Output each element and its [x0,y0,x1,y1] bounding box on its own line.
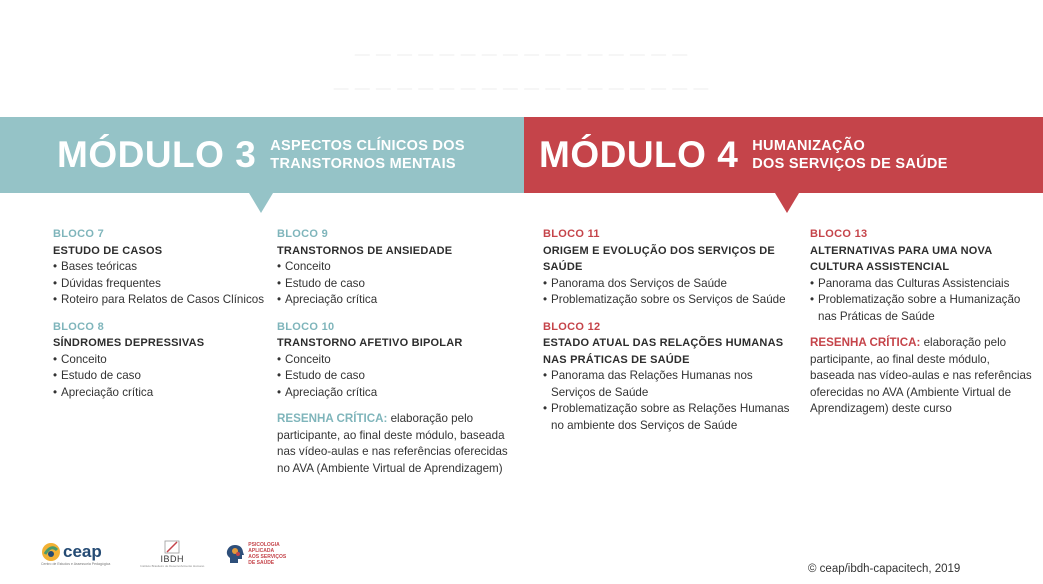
block-13 [810,226,1035,325]
head-profile-icon [224,543,246,565]
psicologia-line: PSICOLOGIA [248,542,280,548]
block-title: ESTADO ATUAL DAS RELAÇÕES HUMANAS NAS PRÁTICAS DE SAÚDE [543,337,784,366]
block-label: BLOCO 12 [543,320,601,333]
column-module-3-right [277,226,517,477]
ceap-logo [41,542,110,566]
psicologia-line: AOS SERVIÇOS [248,554,287,560]
list-item: • Problematização sobre a Humanização nas Práticas de Saúde [810,292,1035,325]
block-topics [277,352,517,402]
review-text: elaboração pelo participante, ao final deste módulo, baseada nas vídeo-aulas e nas referências oferecidas no AVA (Ambiente Virtual de Aprendizagem) deste curso [810,336,1032,415]
ibdh-mark-icon [164,540,180,554]
module-4-banner [524,117,1043,193]
block-label: BLOCO 10 [277,320,335,333]
list-item: • Conceito [277,352,517,369]
block-9 [277,226,517,309]
block-11 [543,226,793,309]
block-label: BLOCO 11 [543,228,600,240]
ceap-tagline: Centro de Estudos e Assessoria Pedagógica [41,562,111,566]
block-title: SÍNDROMES DEPRESSIVAS [53,337,205,349]
block-10 [277,319,517,402]
module-4-title-line1: HUMANIZAÇÃO [752,138,866,154]
block-topics [543,276,793,309]
column-module-4-right [810,226,1035,418]
module-4-pointer [775,193,799,213]
column-module-3-left [53,226,268,411]
column-module-4-left [543,226,793,444]
review-text: elaboração pelo participante, ao final deste módulo, baseada nas vídeo-aulas e nas referências oferecidas no AVA (Ambiente Virtual de Aprendizagem) [277,412,508,475]
block-topics [543,368,793,434]
block-label: BLOCO 8 [53,320,104,333]
list-item: • Roteiro para Relatos de Casos Clínicos [53,292,268,309]
list-item: • Problematização sobre as Relações Humanas no ambiente dos Serviços de Saúde [543,401,793,434]
copyright-notice: © ceap/ibdh-capacitech, 2019 [808,563,961,575]
partner-logos [41,540,286,568]
psicologia-line: DE SAÚDE [248,560,275,566]
block-title: TRANSTORNO AFETIVO BIPOLAR [277,337,463,349]
list-item: • Apreciação crítica [53,385,268,402]
block-label: BLOCO 13 [810,228,868,240]
list-item: • Dúvidas frequentes [53,276,268,293]
module-3-number: MÓDULO 3 [57,134,257,175]
list-item: • Problematização sobre os Serviços de Saúde [543,292,793,309]
psicologia-logo [224,542,286,566]
list-item: • Panorama das Relações Humanas nos Serviços de Saúde [543,368,793,401]
list-item: • Panorama das Culturas Assistenciais [810,276,1035,293]
faded-heading-line-2: — — — — — — — — — — — — — — — — — — [333,80,710,97]
list-item: • Apreciação crítica [277,385,517,402]
critical-review-module-4 [810,335,1035,418]
block-8 [53,319,268,402]
ibdh-logo [140,540,204,568]
critical-review-module-3 [277,411,517,477]
list-item: • Conceito [277,259,517,276]
module-3-title [270,137,465,173]
block-topics [277,259,517,309]
list-item: • Panorama dos Serviços de Saúde [543,276,793,293]
list-item: • Apreciação crítica [277,292,517,309]
block-topics [53,259,268,309]
list-item: • Estudo de caso [53,368,268,385]
list-item: • Bases teóricas [53,259,268,276]
block-topics [53,352,268,402]
ibdh-tagline: Instituto Brasileiro de Desenvolvimento Humano [140,564,205,568]
block-topics [810,276,1035,326]
ibdh-wordmark: IBDH [160,554,185,564]
list-item: • Conceito [53,352,268,369]
block-12 [543,319,793,435]
list-item: • Estudo de caso [277,368,517,385]
block-title: ALTERNATIVAS PARA UMA NOVA CULTURA ASSISTENCIAL [810,244,993,273]
module-4-title-line2: DOS SERVIÇOS DE SAÚDE [752,156,948,172]
ceap-wordmark: ceap [63,542,102,561]
ceap-mark-icon [41,542,61,562]
block-title: ORIGEM E EVOLUÇÃO DOS SERVIÇOS DE SAÚDE [543,244,775,273]
block-label: BLOCO 9 [277,228,328,240]
block-title: ESTUDO DE CASOS [53,244,163,257]
module-4-title [752,137,947,173]
faded-heading-line-1: — — — — — — — — — — — — — — — — [354,46,689,63]
psicologia-wordmark [248,542,286,566]
block-7 [53,226,268,309]
review-label: RESENHA CRÍTICA: [810,336,921,349]
module-4-number: MÓDULO 4 [539,134,739,175]
block-title: TRANSTORNOS DE ANSIEDADE [277,244,453,257]
list-item: • Estudo de caso [277,276,517,293]
block-label: BLOCO 7 [53,228,104,240]
module-3-title-line2: TRANSTORNOS MENTAIS [270,156,456,172]
module-3-pointer [249,193,273,213]
psicologia-line: APLICADA [248,548,275,554]
module-3-banner [0,117,524,193]
module-3-title-line1: ASPECTOS CLÍNICOS DOS [270,138,465,154]
review-label: RESENHA CRÍTICA: [277,412,388,425]
